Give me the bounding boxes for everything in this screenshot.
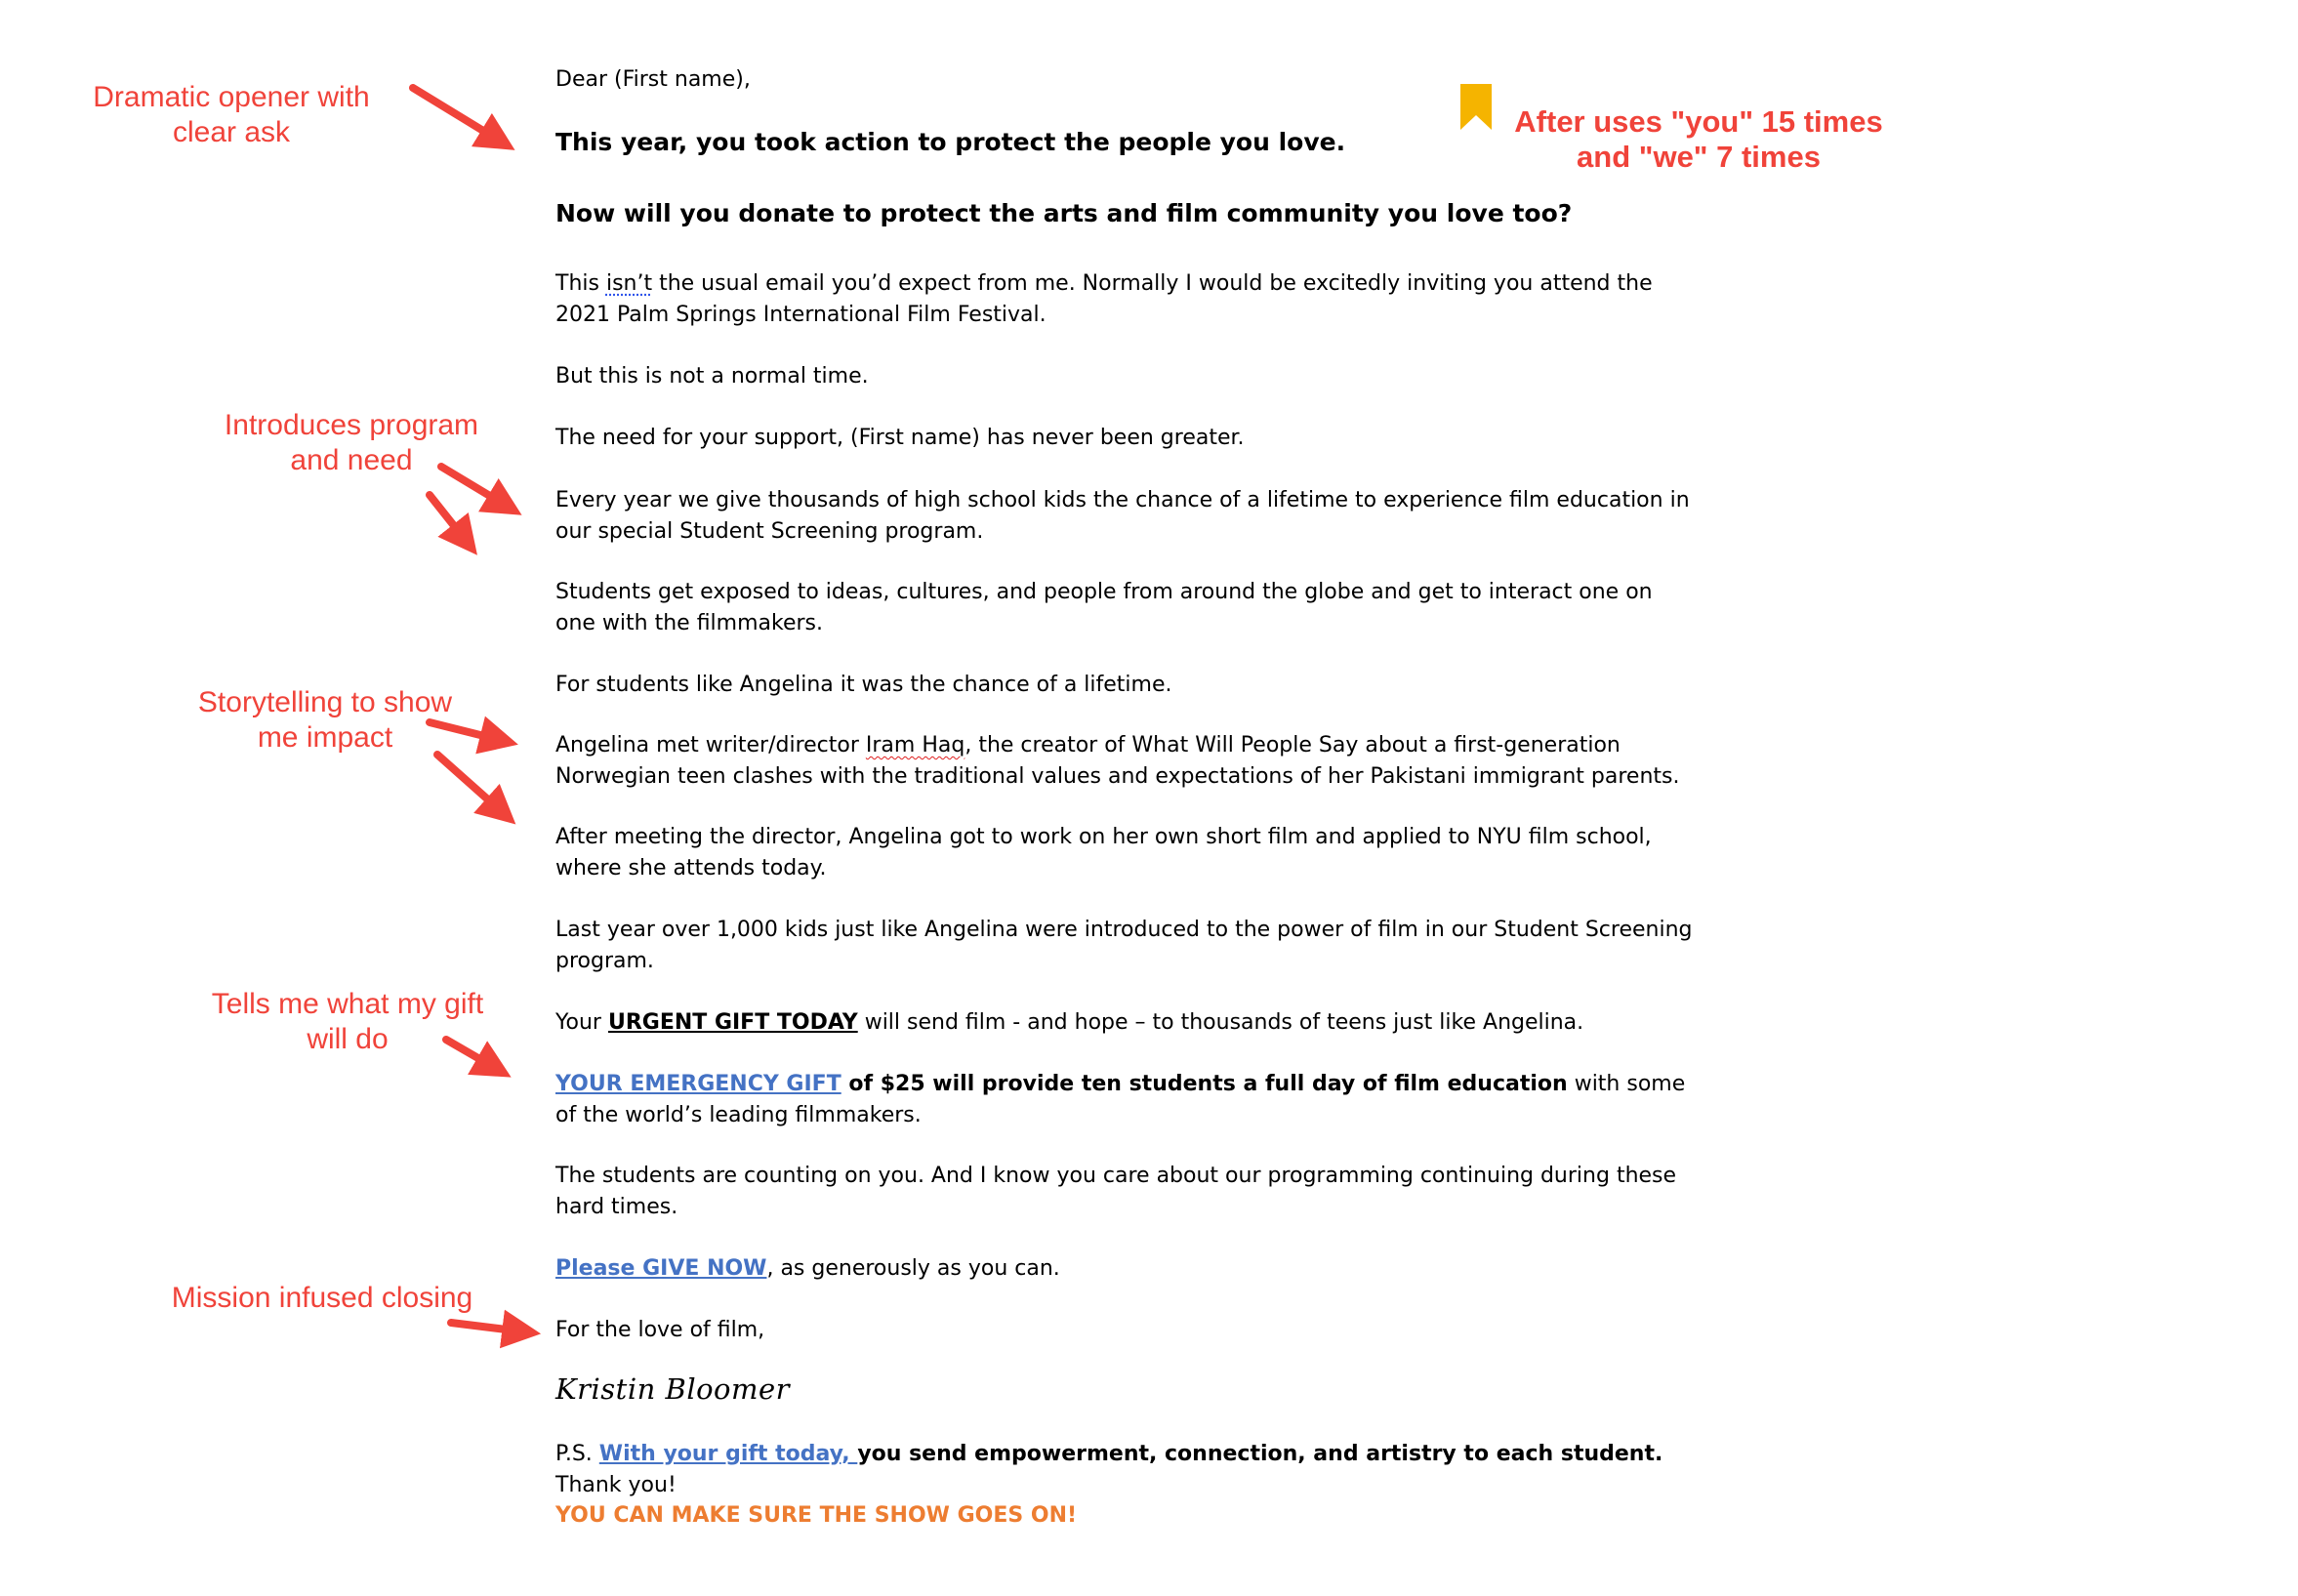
annotation-storytelling-line-2: me impact <box>257 721 393 754</box>
annotation-program-line-2: and need <box>290 444 413 476</box>
arrow-storytelling-2 <box>437 755 508 817</box>
p10-start: Your <box>555 1010 608 1035</box>
closing: For the love of film, <box>555 1318 765 1342</box>
annotation-program-line-1: Introduces program <box>224 409 479 441</box>
gift-today-link[interactable]: With your gift today, <box>598 1442 858 1466</box>
urgent-gift-today: URGENT GIFT TODAY <box>607 1010 858 1035</box>
arrow-opener <box>413 88 506 144</box>
p1-start: This <box>555 271 606 296</box>
p1-isnt: isn’t <box>605 271 653 296</box>
ps-rest: Thank you! <box>555 1473 677 1497</box>
annotation-storytelling-line-1: Storytelling to show <box>197 686 453 718</box>
arrow-storytelling-1 <box>430 722 508 742</box>
p13-rest: , as generously as you can. <box>766 1256 1060 1281</box>
arrow-closing <box>451 1323 530 1332</box>
final-call: YOU CAN MAKE SURE THE SHOW GOES ON! <box>555 1503 1078 1528</box>
annotation-gift-line-1: Tells me what my gift <box>211 988 484 1020</box>
ps-bold: you send empowerment, connection, and artistry to each student. <box>857 1442 1663 1466</box>
usage-note-line-2: and "we" 7 times <box>1577 140 1821 174</box>
p1-end: the usual email you’d expect from me. Normally I would be excitedly inviting you attend the 2021 Palm Springs International Film Festival. <box>555 271 1653 327</box>
paragraph-4: Every year we give thousands of high school kids the chance of a lifetime to experience film education in our special Student Screening program. <box>555 488 1690 544</box>
p7-end: , the creator of What Will People Say about a first-generation Norwegian teen clashes with the traditional values and expectations of her Pakistani immigrant parents. <box>555 733 1680 789</box>
paragraph-6: For students like Angelina it was the chance of a lifetime. <box>555 673 1172 697</box>
p7-director-name: Iram Haq <box>865 733 965 757</box>
signature: Kristin Bloomer <box>555 1372 791 1406</box>
headline-1: This year, you took action to protect the people you love. <box>555 128 1346 156</box>
paragraph-2: But this is not a normal time. <box>555 364 869 389</box>
usage-note-line-1: After uses "you" 15 times <box>1514 104 1883 139</box>
p11-rest: with some of the world’s leading filmmakers. <box>555 1072 1686 1127</box>
headline-2: Now will you donate to protect the arts and film community you love too? <box>555 199 1573 227</box>
greeting: Dear (First name), <box>555 67 751 92</box>
paragraph-9: Last year over 1,000 kids just like Angelina were introduced to the power of film in our Student Screening program. <box>555 918 1693 973</box>
arrow-program-2 <box>430 495 471 547</box>
arrow-program-1 <box>441 467 513 510</box>
paragraph-12: The students are counting on you. And I know you care about our programming continuing during these hard times. <box>555 1164 1677 1219</box>
arrow-gift <box>446 1040 502 1072</box>
paragraph-3: The need for your support, (First name) has never been greater. <box>555 426 1245 450</box>
p10-end: will send film - and hope – to thousands of teens just like Angelina. <box>857 1010 1584 1035</box>
give-now-link[interactable]: Please GIVE NOW <box>555 1256 767 1281</box>
bookmark-icon <box>1460 84 1492 130</box>
annotation-gift-line-2: will do <box>307 1023 389 1055</box>
annotation-opener-line-1: Dramatic opener with <box>93 81 370 113</box>
paragraph-8: After meeting the director, Angelina got to work on her own short film and applied to NYU film school, where she attends today. <box>555 825 1652 880</box>
ps-start: P.S. <box>555 1442 599 1466</box>
paragraph-5: Students get exposed to ideas, cultures, and people from around the globe and get to interact one on one with the filmmakers. <box>555 580 1653 635</box>
emergency-gift-link[interactable]: YOUR EMERGENCY GIFT <box>555 1072 841 1096</box>
p7-start: Angelina met writer/director <box>555 733 866 757</box>
annotation-opener-line-2: clear ask <box>172 116 291 148</box>
p11-bold: of $25 will provide ten students a full day of film education <box>841 1072 1568 1096</box>
annotation-closing: Mission infused closing <box>171 1282 473 1314</box>
